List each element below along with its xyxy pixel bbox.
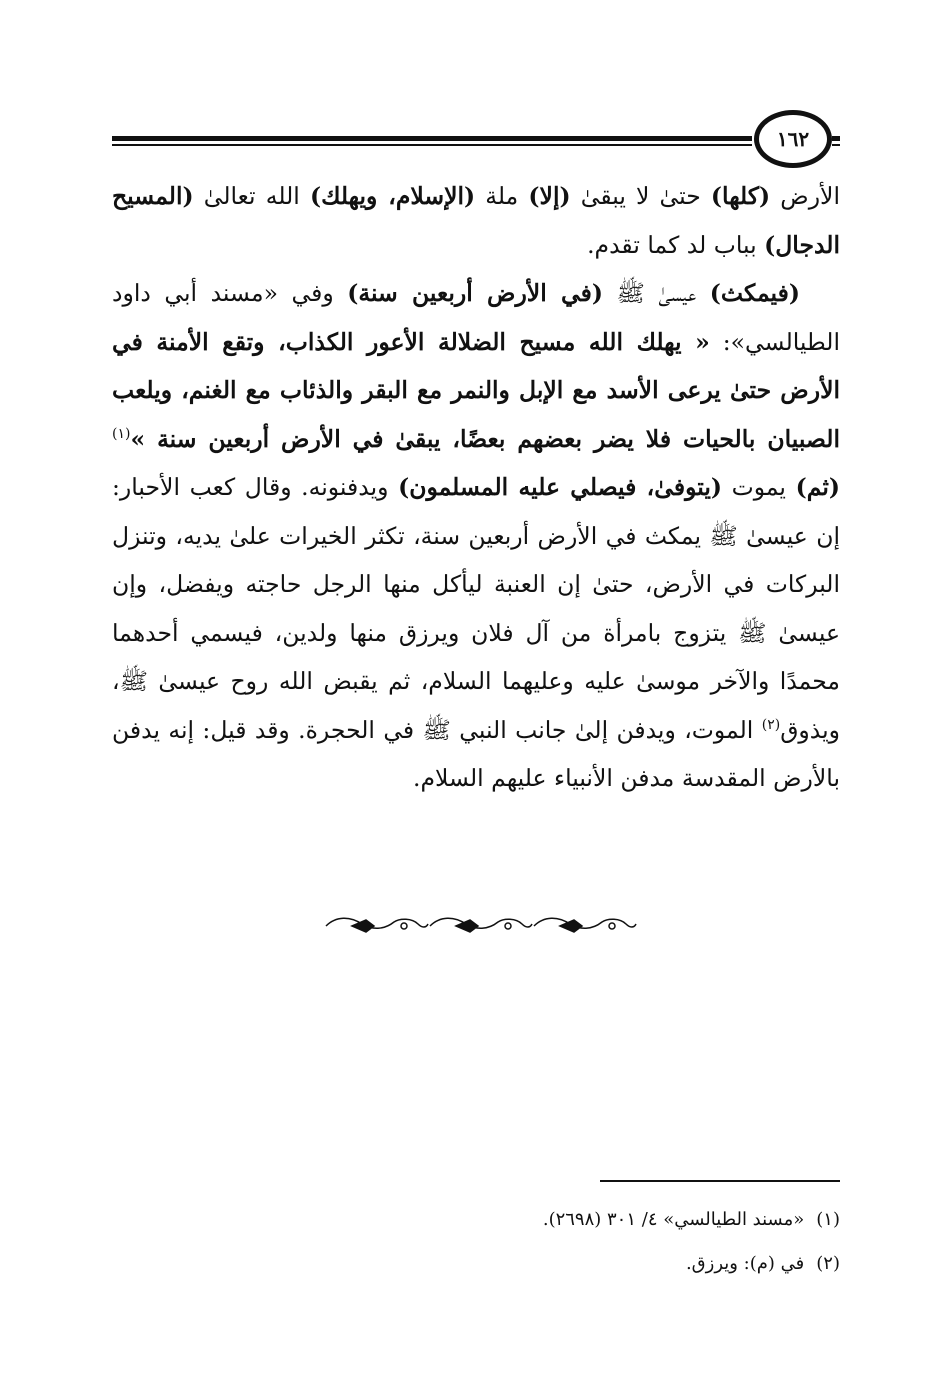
text-segment: عيسىٰ ﷺ <box>602 279 710 307</box>
footnote-ref: (١) <box>112 425 131 442</box>
bold-segment: (في الأرض أربعين سنة) <box>347 279 603 307</box>
text-segment: بباب لد كما تقدم. <box>587 230 765 259</box>
footnote-2 <box>300 1242 840 1286</box>
text-segment: الله تعالىٰ <box>193 182 310 210</box>
text-segment: يموت <box>721 473 796 501</box>
bold-segment: (ثم) <box>795 473 840 501</box>
text-segment: ملة <box>475 182 529 210</box>
header-rule-thin <box>112 144 840 146</box>
main-text <box>112 172 840 803</box>
text-segment: الأرض <box>770 182 840 210</box>
bold-segment: « يهلك الله مسيح الضلالة الأعور الكذاب، وتقع الأمنة في الأرض حتىٰ يرعى الأسد مع الإبل والنمر مع البقر والذئاب مع الغنم، ويلعب الصبيان بالحيات فلا يضر بعضهم بعضًا، يبقىٰ في الأرض أربعين سنة » <box>112 327 840 453</box>
text-segment: ويدفنونه. وقال كعب الأحبار: إن عيسىٰ ﷺ يمكث في الأرض أربعين سنة، تكثر الخيرات علىٰ يديه، وتنزل البركات في الأرض، حتىٰ إن العنبة ليأكل منها الرجل حاجته ويفضل، وإن عيسىٰ ﷺ يتزوج بامرأة من آل فلان ويرزق منها ولدين، فيسمي أحدهما محمدًا والآخر موسىٰ عليه وعليهما السلام، ثم يقبض الله روح عيسىٰ ﷺ، ويذوق <box>112 473 840 744</box>
paragraph <box>112 269 840 803</box>
page-number-wrap <box>752 110 832 170</box>
bold-segment: (الإسلام، ويهلك) <box>309 182 476 210</box>
footnote-number: (٢) <box>816 1253 840 1274</box>
bold-segment: (فيمكث) <box>709 279 800 307</box>
paragraph <box>112 172 840 269</box>
text-segment: وفي «مسند أبي داود الطيالسي»: <box>112 279 840 356</box>
bold-segment: (إلا) <box>528 182 571 210</box>
footnotes <box>300 1198 840 1286</box>
footnote-1 <box>300 1198 840 1242</box>
text-segment: حتىٰ لا يبقىٰ <box>570 182 711 210</box>
bold-segment: (المسيح الدجال) <box>112 182 840 259</box>
footnote-text: في (م): ويرزق. <box>685 1253 805 1274</box>
footnote-separator <box>600 1180 840 1182</box>
footnote-number: (١) <box>816 1209 840 1230</box>
bold-segment: (كلها) <box>710 182 771 210</box>
page-number: ١٦٢ <box>754 110 832 168</box>
bold-segment: (يتوفىٰ، فيصلي عليه المسلمون) <box>398 473 722 501</box>
header-rule-thick <box>112 136 840 141</box>
ornament-flourish-icon <box>326 918 428 932</box>
section-end-ornament <box>322 912 638 938</box>
footnote-text: «مسند الطيالسي» ٤/ ٣٠١ (٢٦٩٨). <box>542 1209 805 1230</box>
footnote-ref: (٢) <box>761 716 781 733</box>
text-segment: الموت، ويدفن إلىٰ جانب النبي ﷺ في الحجرة. وقد قيل: إنه يدفن بالأرض المقدسة مدفن الأنبياء عليهم السلام. <box>112 715 840 792</box>
